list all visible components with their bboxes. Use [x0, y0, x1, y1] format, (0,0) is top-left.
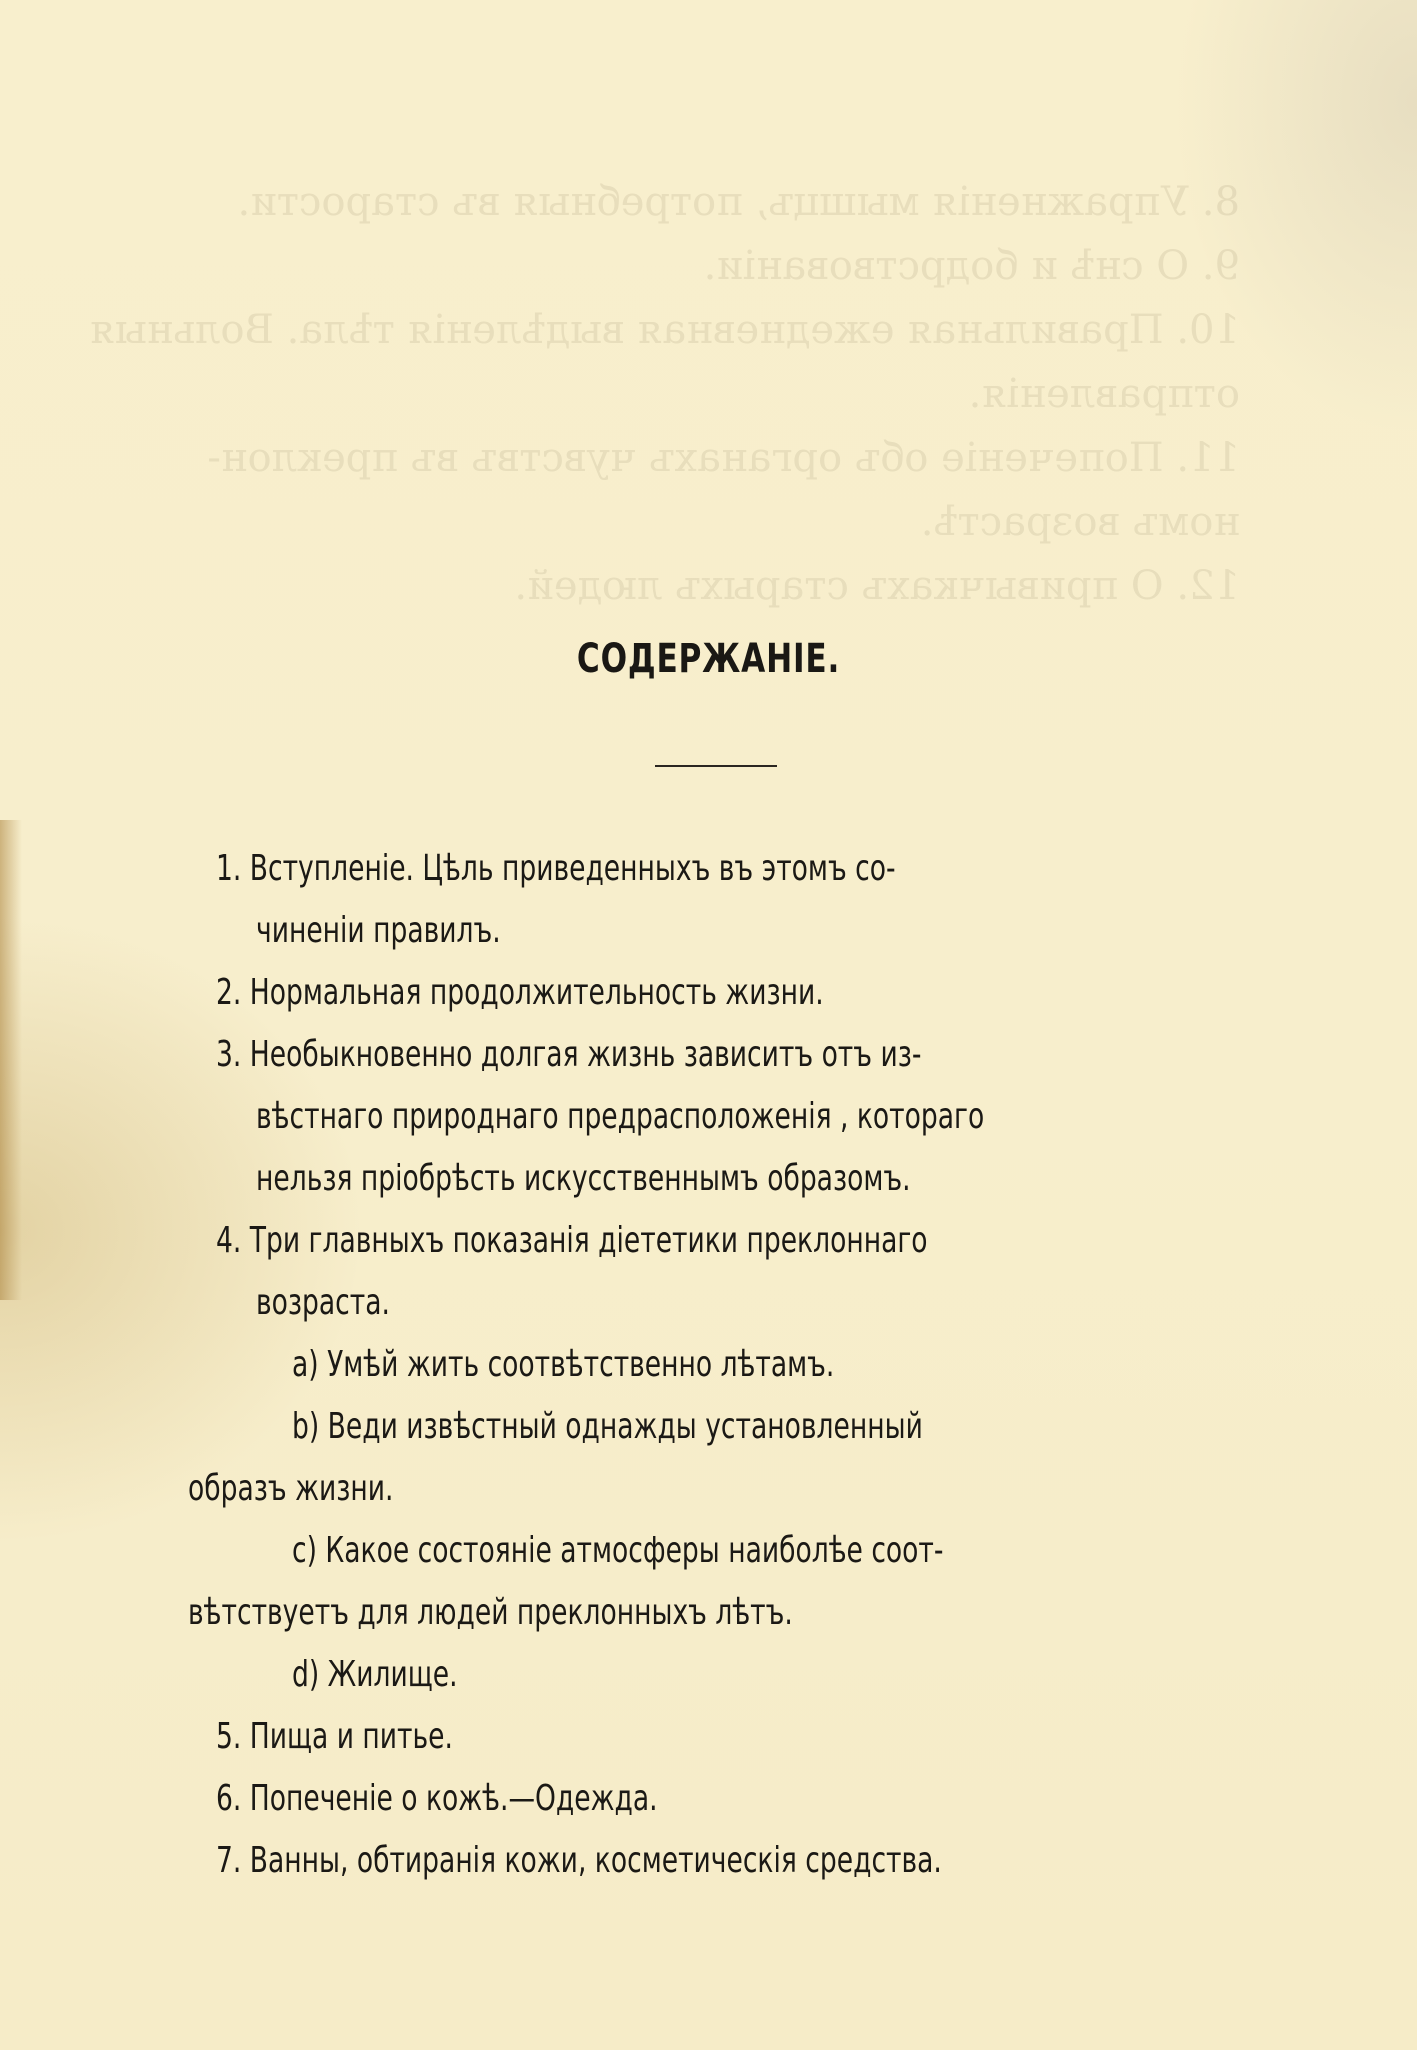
toc-item-text: Необыкновенно долгая жизнь зависитъ отъ из-: [249, 1034, 922, 1075]
toc-subitem-c-cont: вѣтствуетъ для людей преклонныхъ лѣтъ.: [188, 1592, 793, 1633]
toc-item-4: [216, 1220, 928, 1261]
toc-subitem-c: [292, 1530, 943, 1571]
toc-subitem-text: Умѣй жить соотвѣтственно лѣтамъ.: [327, 1344, 835, 1385]
toc-subitem-letter: d): [292, 1654, 320, 1695]
toc-item-number: 1.: [216, 848, 242, 889]
toc-item-number: 3.: [216, 1034, 242, 1075]
toc-item-number: 6.: [216, 1778, 242, 1819]
toc-item-6: [216, 1778, 658, 1819]
bleed-line: 9. О снѣ и бодрствованіи.: [703, 243, 1240, 289]
bleed-line: номъ возрастѣ.: [920, 499, 1240, 545]
toc-item-number: 2.: [216, 972, 242, 1013]
toc-item-text: Попеченіе о кожѣ.—Одежда.: [249, 1778, 658, 1819]
toc-subitem-letter: b): [292, 1406, 320, 1447]
toc-item-7: [216, 1840, 942, 1881]
toc-subitem-d: [292, 1654, 458, 1695]
bleed-line: отправленія.: [968, 371, 1240, 417]
toc-subitem-text: Какое состояніе атмосферы наиболѣе соот-: [325, 1530, 944, 1571]
toc-subitem-b-cont: образъ жизни.: [188, 1468, 394, 1509]
toc-item-3-cont: вѣстнаго природнаго предрасположенія , котораго: [256, 1096, 985, 1137]
toc-item-number: 7.: [216, 1840, 242, 1881]
toc-subitem-b: [292, 1406, 923, 1447]
bleed-line: 11. Попеченіе объ органахъ чувствъ въ преклон-: [207, 435, 1240, 481]
toc-subitem-text: Жилище.: [327, 1654, 458, 1695]
toc-item-1-cont: чиненіи правилъ.: [256, 910, 501, 951]
page-title: СОДЕРЖАНІЕ.: [576, 636, 841, 682]
toc-item-text: Три главныхъ показанія діететики преклоннаго: [249, 1220, 928, 1261]
bleed-line: 10. Правильная ежедневная выдѣленія тѣла. Вольныя: [89, 307, 1240, 353]
toc-item-text: Ванны, обтиранія кожи, косметическія средства.: [249, 1840, 942, 1881]
toc-item-5: [216, 1716, 453, 1757]
toc-item-4-cont: возраста.: [256, 1282, 390, 1323]
toc-subitem-letter: с): [292, 1530, 317, 1571]
bleed-line: 12. О привычкахъ старыхъ людей.: [514, 563, 1240, 609]
toc-subitem-text: Веди извѣстный однажды установленный: [327, 1406, 923, 1447]
toc-item-number: 4.: [216, 1220, 242, 1261]
toc-subitem-a: [292, 1344, 834, 1385]
bleed-line: 8. Упражненія мышцъ, потребныя въ старости.: [237, 179, 1240, 225]
toc-item-text: Пища и питье.: [249, 1716, 453, 1757]
toc-item-3: [216, 1034, 921, 1075]
toc-item-number: 5.: [216, 1716, 242, 1757]
toc-item-text: Вступленіе. Цѣль приведенныхъ въ этомъ со-: [249, 848, 896, 889]
toc-subitem-letter: а): [292, 1344, 319, 1385]
toc-item-1: [216, 848, 896, 889]
toc-item-3-cont: нельзя пріобрѣсть искусственнымъ образомъ.: [256, 1158, 911, 1199]
toc-item-2: [216, 972, 824, 1013]
toc-item-text: Нормальная продолжительность жизни.: [249, 972, 824, 1013]
